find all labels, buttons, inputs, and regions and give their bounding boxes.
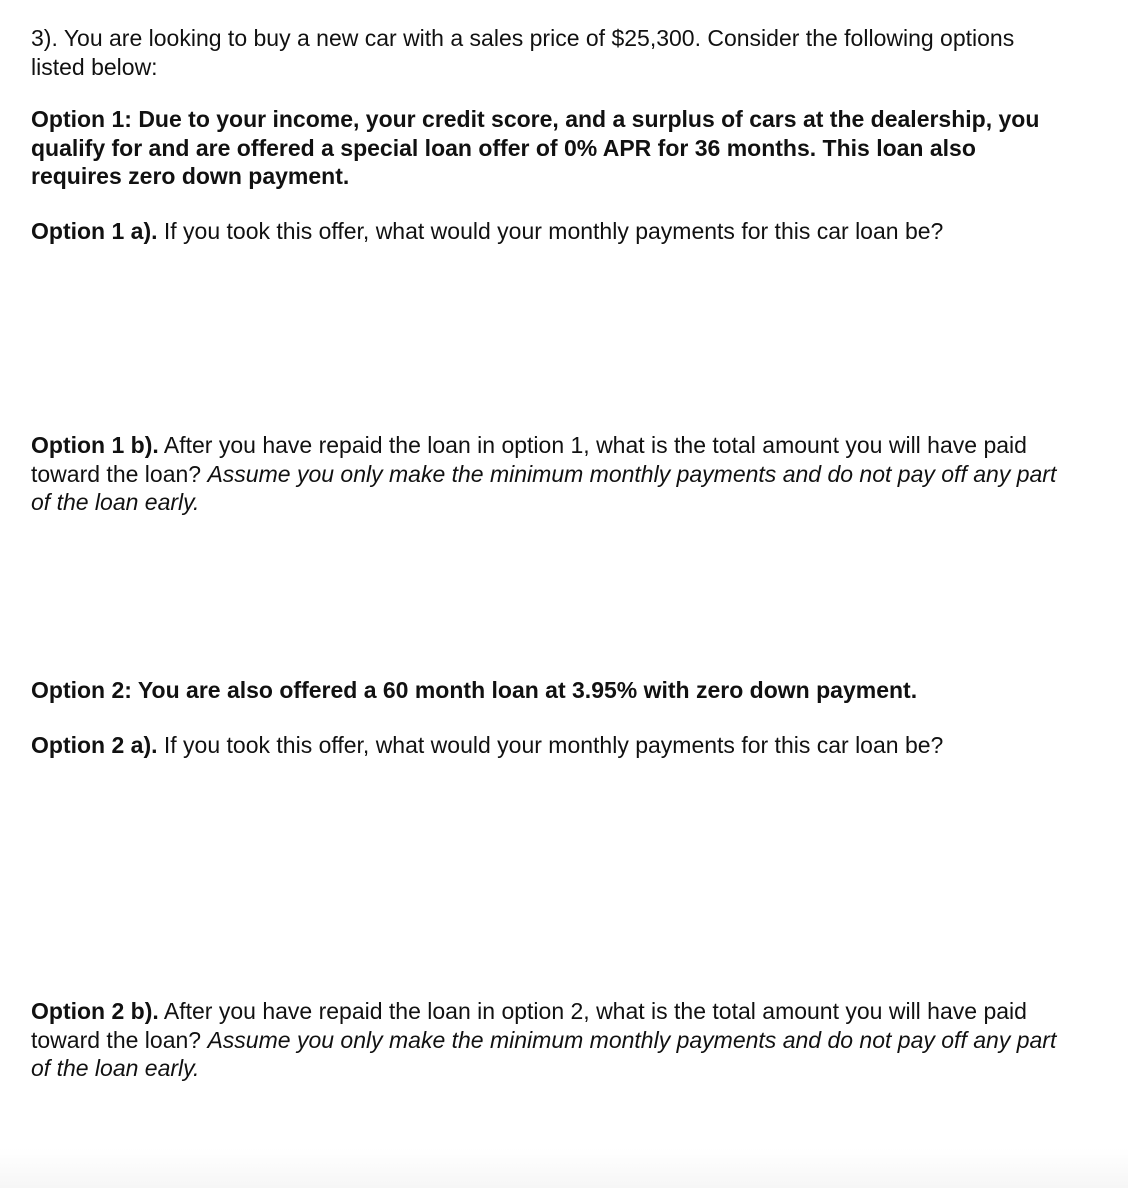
- option1b-note: Assume you only make the minimum monthly payments and do not pay off any part of the loan early.: [31, 460, 1057, 515]
- option2a-label: Option 2 a).: [31, 732, 158, 758]
- question-intro: 3). You are looking to buy a new car with a sales price of $25,300. Consider the following options listed below:: [31, 25, 1015, 80]
- option1-description: Option 1: Due to your income, your credit score, and a surplus of cars at the dealership, you qualify for and are offered a special loan offer of 0% APR for 36 months. This loan also requires zero down payment.: [31, 106, 1040, 189]
- option1a-question: [31, 217, 1071, 246]
- option2a-text: If you took this offer, what would your monthly payments for this car loan be?: [163, 732, 944, 758]
- option2b-label: Option 2 b).: [31, 998, 159, 1024]
- option1a-text: If you took this offer, what would your monthly payments for this car loan be?: [163, 218, 944, 244]
- option1a-label: Option 1 a).: [31, 218, 158, 244]
- option2b-question: [31, 997, 1071, 1083]
- option2b-text: After you have repaid the loan in option 2, what is the total amount you will have paid toward the loan?: [31, 998, 1027, 1053]
- option2a-question: [31, 731, 1071, 760]
- option2b-note: Assume you only make the minimum monthly payments and do not pay off any part of the loan early.: [31, 1026, 1057, 1081]
- page-bottom-edge: [0, 1148, 1128, 1188]
- option1b-question: [31, 431, 1071, 517]
- option1b-text: After you have repaid the loan in option 1, what is the total amount you will have paid toward the loan?: [31, 432, 1027, 487]
- option2-description: Option 2: You are also offered a 60 month loan at 3.95% with zero down payment.: [31, 677, 918, 703]
- option1b-label: Option 1 b).: [31, 432, 159, 458]
